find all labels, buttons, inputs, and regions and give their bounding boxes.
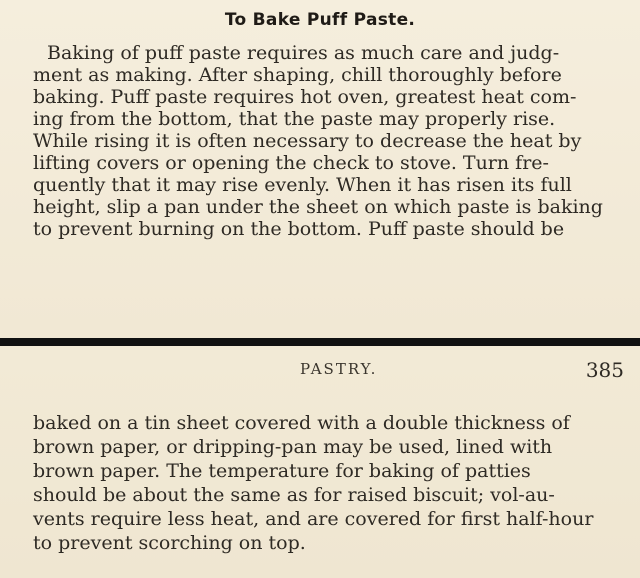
text-line: lifting covers or opening the check to stove. Turn fre- — [33, 152, 549, 174]
section-title: To Bake Puff Paste. — [224, 10, 416, 30]
text-line: brown paper. The temperature for baking of patties — [33, 460, 531, 482]
text-line: vents require less heat, and are covered for first half-hour — [33, 508, 594, 530]
text-line: quently that it may rise evenly. When it has risen its full — [33, 174, 572, 196]
text-line: baked on a tin sheet covered with a double thickness of — [33, 412, 570, 434]
text-line: Baking of puff paste requires as much care and judg- — [47, 42, 560, 64]
text-line: ing from the bottom, that the paste may properly rise. — [33, 108, 556, 130]
page-number: 385 — [585, 358, 624, 382]
text-line: to prevent burning on the bottom. Puff paste should be — [33, 218, 565, 240]
text-line: baking. Puff paste requires hot oven, greatest heat com- — [33, 86, 577, 108]
page-header — [0, 360, 640, 384]
text-line: brown paper, or dripping-pan may be used, lined with — [33, 436, 553, 458]
text-line: to prevent scorching on top. — [33, 532, 306, 554]
text-line: While rising it is often necessary to decrease the heat by — [33, 130, 582, 152]
text-line: height, slip a pan under the sheet on which paste is baking — [33, 196, 603, 218]
running-head: PASTRY. — [300, 360, 378, 378]
text-line: ment as making. After shaping, chill thoroughly before — [33, 64, 562, 86]
text-line: should be about the same as for raised biscuit; vol-au- — [33, 484, 555, 506]
panel-divider — [0, 338, 640, 346]
